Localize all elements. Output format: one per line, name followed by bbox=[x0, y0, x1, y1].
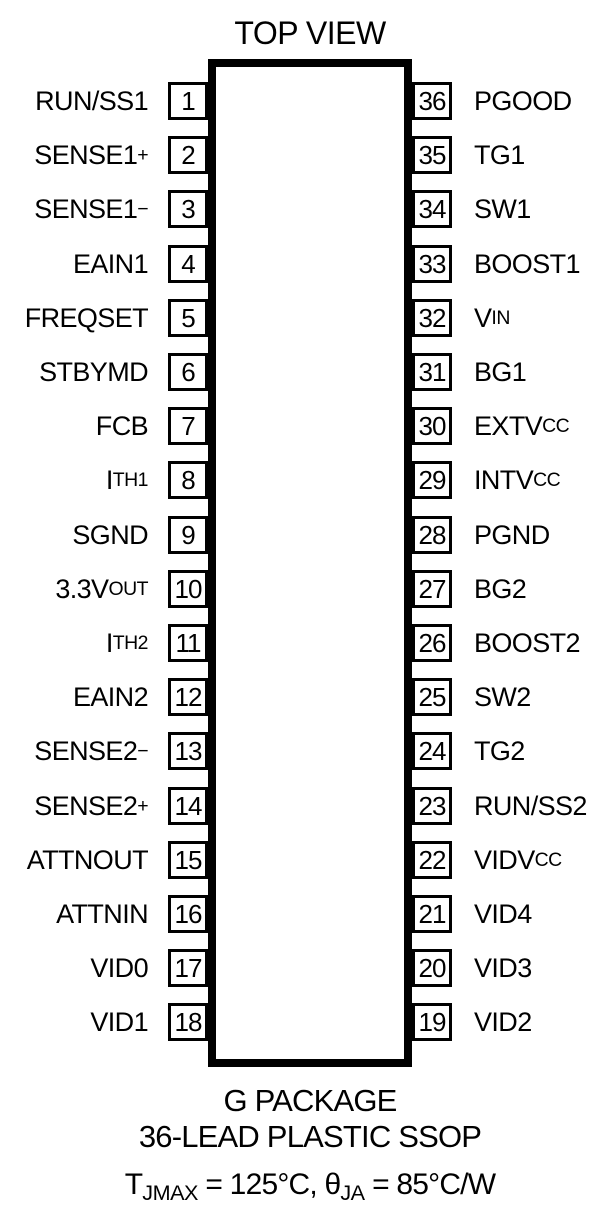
pin-number: 35 bbox=[418, 139, 446, 170]
pin-box-22 bbox=[412, 841, 452, 879]
pin-box-28 bbox=[412, 516, 452, 554]
pin-number: 4 bbox=[181, 248, 195, 279]
pin-number: 34 bbox=[418, 193, 446, 224]
pin-box-3 bbox=[168, 190, 208, 228]
pin-label-15: ATTNOUT bbox=[26, 844, 148, 875]
pin-label-5: FREQSET bbox=[24, 302, 148, 333]
pin-box-8 bbox=[168, 461, 208, 499]
pin-box-27 bbox=[412, 570, 452, 608]
pin-box-31 bbox=[412, 353, 452, 391]
pin-label-29: INTV CC bbox=[474, 464, 561, 495]
pin-number: 30 bbox=[418, 410, 446, 441]
pin-number: 16 bbox=[174, 898, 202, 929]
pin-box-32 bbox=[412, 299, 452, 337]
pin-box-26 bbox=[412, 624, 452, 662]
pin-label-18: VID1 bbox=[90, 1006, 148, 1037]
pin-box-19 bbox=[412, 1003, 452, 1041]
pin-number: 26 bbox=[418, 627, 446, 658]
pin-number: 18 bbox=[174, 1006, 202, 1037]
pin-number: 3 bbox=[181, 193, 195, 224]
pin-label-31: BG1 bbox=[474, 356, 527, 387]
pin-label-16: ATTNIN bbox=[56, 898, 148, 929]
pin-label-10: 3.3V OUT bbox=[55, 573, 148, 604]
pin-label-22: VIDV CC bbox=[474, 844, 562, 875]
pin-box-12 bbox=[168, 678, 208, 716]
pin-box-7 bbox=[168, 407, 208, 445]
pin-label-11: I TH2 bbox=[105, 627, 148, 658]
pin-box-1 bbox=[168, 82, 208, 120]
pin-number: 11 bbox=[175, 627, 201, 658]
pin-number: 6 bbox=[181, 356, 195, 387]
pin-box-17 bbox=[168, 949, 208, 987]
pin-label-32: V IN bbox=[474, 302, 510, 333]
pin-number: 20 bbox=[418, 952, 446, 983]
pin-number: 13 bbox=[174, 735, 202, 766]
pin-label-28: PGND bbox=[474, 519, 550, 550]
thermal-note: $T_{JMAX} = 125^\circ C$, $\theta_{JA} = 85^\circ C/W$ bbox=[124, 1168, 496, 1206]
pin-box-18 bbox=[168, 1003, 208, 1041]
pin-label-17: VID0 bbox=[90, 952, 148, 983]
pin-label-12: EAIN2 bbox=[72, 681, 148, 712]
pin-box-30 bbox=[412, 407, 452, 445]
pin-box-35 bbox=[412, 136, 452, 174]
pin-number: 21 bbox=[418, 898, 446, 929]
pin-label-36: PGOOD bbox=[474, 85, 572, 116]
pin-number: 23 bbox=[418, 790, 446, 821]
pin-box-15 bbox=[168, 841, 208, 879]
pin-box-14 bbox=[168, 787, 208, 825]
pin-number: 1 bbox=[181, 85, 195, 116]
pin-number: 9 bbox=[181, 519, 195, 550]
pin-label-19: VID2 bbox=[474, 1006, 532, 1037]
pin-label-20: VID3 bbox=[474, 952, 532, 983]
pin-number: 7 bbox=[181, 410, 195, 441]
pin-number: 2 bbox=[181, 139, 195, 170]
pin-box-29 bbox=[412, 461, 452, 499]
pin-number: 29 bbox=[418, 464, 446, 495]
pin-box-10 bbox=[168, 570, 208, 608]
pin-box-13 bbox=[168, 732, 208, 770]
pin-label-2: SENSE1 + bbox=[34, 139, 148, 170]
pin-number: 22 bbox=[418, 844, 446, 875]
pin-box-33 bbox=[412, 245, 452, 283]
pin-box-4 bbox=[168, 245, 208, 283]
pin-number: 14 bbox=[174, 790, 202, 821]
package-type: 36-LEAD PLASTIC SSOP bbox=[138, 1119, 482, 1154]
pin-number: 24 bbox=[418, 735, 446, 766]
pin-box-9 bbox=[168, 516, 208, 554]
pin-number: 15 bbox=[174, 844, 202, 875]
pin-box-23 bbox=[412, 787, 452, 825]
pin-label-14: SENSE2 + bbox=[34, 790, 148, 821]
pin-label-26: BOOST2 bbox=[474, 627, 580, 658]
pin-box-25 bbox=[412, 678, 452, 716]
pin-box-21 bbox=[412, 895, 452, 933]
pin-label-7: FCB bbox=[95, 410, 148, 441]
top-view-label: TOP VIEW bbox=[234, 15, 386, 51]
pin-label-35: TG1 bbox=[474, 139, 525, 170]
package-caption bbox=[108, 1083, 512, 1155]
pin-label-8: I TH1 bbox=[105, 464, 148, 495]
pin-box-11 bbox=[168, 624, 208, 662]
pin-label-4: EAIN1 bbox=[72, 248, 148, 279]
ic-package-body bbox=[208, 59, 412, 1067]
pin-number: 32 bbox=[418, 302, 446, 333]
pin-number: 5 bbox=[181, 302, 195, 333]
pin-box-16 bbox=[168, 895, 208, 933]
pin-number: 12 bbox=[174, 681, 202, 712]
pin-number: 33 bbox=[418, 248, 446, 279]
pin-box-6 bbox=[168, 353, 208, 391]
pin-number: 17 bbox=[174, 952, 202, 983]
pin-label-13: SENSE2 − bbox=[34, 735, 148, 766]
pin-number: 31 bbox=[418, 356, 446, 387]
pin-label-30: EXTV CC bbox=[474, 410, 570, 441]
pin-label-33: BOOST1 bbox=[474, 248, 580, 279]
pin-box-20 bbox=[412, 949, 452, 987]
pin-box-34 bbox=[412, 190, 452, 228]
pin-number: 19 bbox=[418, 1006, 446, 1037]
pin-label-21: VID4 bbox=[474, 898, 532, 929]
pin-box-2 bbox=[168, 136, 208, 174]
pin-label-1: RUN/SS1 bbox=[35, 85, 148, 116]
pin-label-24: TG2 bbox=[474, 735, 525, 766]
pin-box-24 bbox=[412, 732, 452, 770]
pin-number: 27 bbox=[418, 573, 446, 604]
pin-number: 25 bbox=[418, 681, 446, 712]
pin-label-23: RUN/SS2 bbox=[474, 790, 587, 821]
pin-box-36 bbox=[412, 82, 452, 120]
pin-label-27: BG2 bbox=[474, 573, 527, 604]
pin-number: 8 bbox=[181, 464, 195, 495]
pin-number: 10 bbox=[174, 573, 202, 604]
pin-number: 36 bbox=[418, 85, 446, 116]
package-name: G PACKAGE bbox=[223, 1083, 397, 1118]
pin-label-34: SW1 bbox=[474, 193, 531, 224]
pin-label-3: SENSE1 − bbox=[34, 193, 148, 224]
pin-box-5 bbox=[168, 299, 208, 337]
pin-number: 28 bbox=[418, 519, 446, 550]
pin-label-9: SGND bbox=[72, 519, 148, 550]
pin-label-25: SW2 bbox=[474, 681, 531, 712]
pin-label-6: STBYMD bbox=[39, 356, 148, 387]
